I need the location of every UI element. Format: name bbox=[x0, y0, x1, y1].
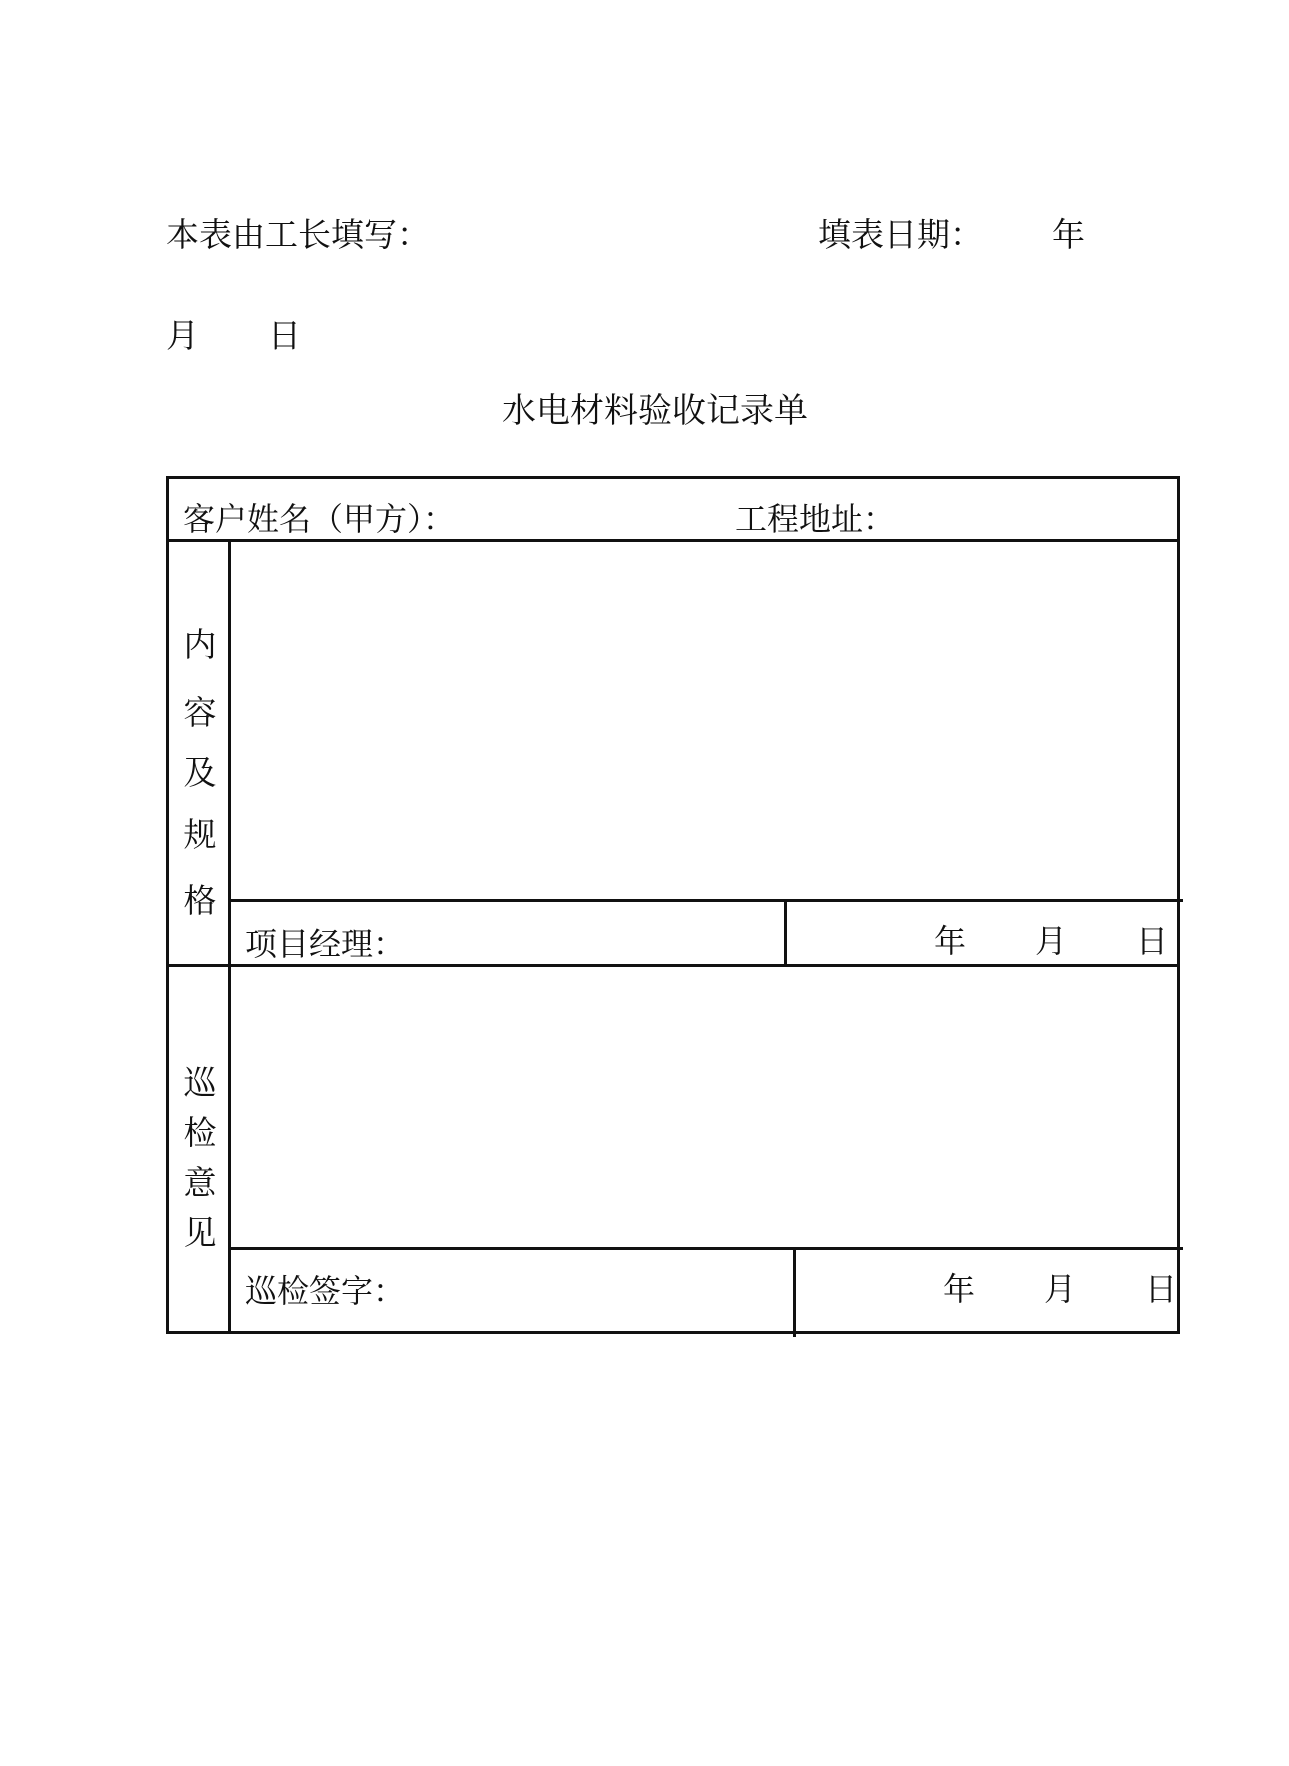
inspector-date-year: 年 bbox=[943, 1270, 976, 1308]
content-spec-char: 规 bbox=[183, 815, 217, 854]
filler-label: 本表由工长填写： bbox=[166, 215, 430, 254]
divider-row1 bbox=[169, 539, 1177, 542]
fill-date-year: 年 bbox=[1052, 215, 1085, 254]
content-spec-char: 容 bbox=[183, 693, 217, 732]
divider-inspector-row bbox=[228, 1247, 1183, 1250]
manager-date-divider bbox=[784, 899, 787, 965]
inspector-signature-label: 巡检签字： bbox=[245, 1272, 406, 1310]
content-spec-label bbox=[173, 619, 227, 935]
customer-name-label: 客户姓名（甲方）： bbox=[183, 500, 456, 538]
divider-manager-row bbox=[228, 899, 1183, 902]
inspection-opinion-char: 见 bbox=[183, 1213, 217, 1252]
manager-date-month: 月 bbox=[1035, 922, 1068, 960]
divider-inspection-section bbox=[169, 964, 1177, 967]
page-title: 水电材料验收记录单 bbox=[502, 391, 808, 431]
manager-date-day: 日 bbox=[1136, 922, 1169, 960]
fill-date-month: 月 bbox=[166, 316, 199, 355]
inspection-opinion-char: 检 bbox=[183, 1113, 217, 1152]
content-spec-char: 格 bbox=[183, 881, 217, 920]
project-address-label: 工程地址： bbox=[735, 500, 896, 538]
inspector-date-month: 月 bbox=[1044, 1270, 1077, 1308]
inspector-date-divider bbox=[793, 1247, 796, 1337]
manager-date-year: 年 bbox=[934, 922, 967, 960]
inspection-opinion-char: 巡 bbox=[183, 1063, 217, 1102]
inspection-opinion-label bbox=[173, 1057, 227, 1257]
content-spec-char: 及 bbox=[183, 753, 217, 792]
project-manager-label: 项目经理： bbox=[245, 925, 406, 963]
fill-date-day: 日 bbox=[268, 316, 301, 355]
inspector-date-day: 日 bbox=[1145, 1270, 1178, 1308]
acceptance-form bbox=[166, 476, 1180, 1334]
label-column-divider bbox=[228, 539, 231, 1334]
fill-date-label: 填表日期： bbox=[818, 215, 983, 254]
inspection-opinion-char: 意 bbox=[183, 1163, 217, 1202]
content-spec-char: 内 bbox=[183, 625, 217, 664]
